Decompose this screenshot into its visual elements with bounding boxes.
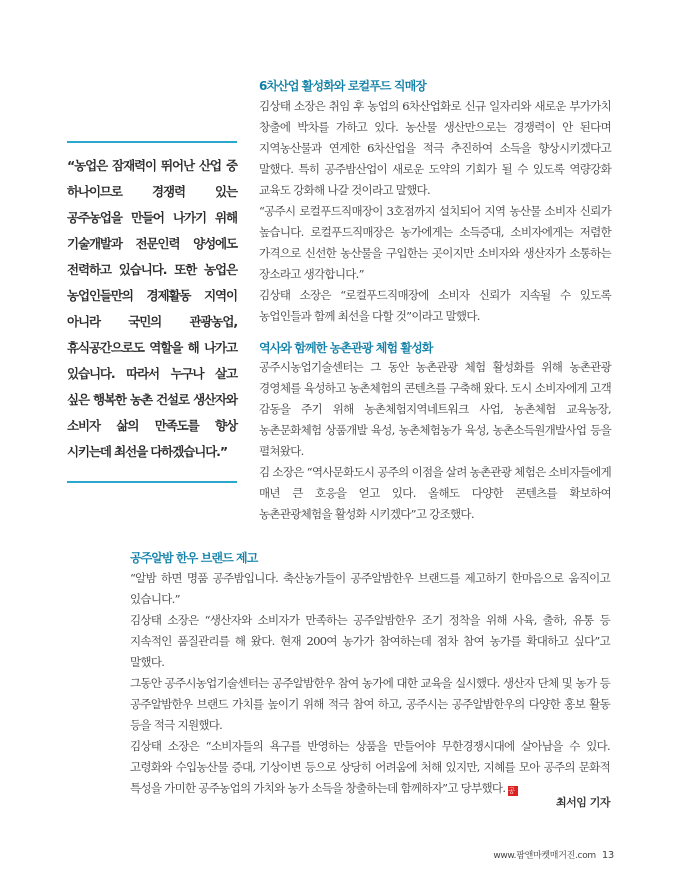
section2-paragraph-1: 공주시농업기술센터는 그 동안 농촌관광 체험 활성화를 위해 농촌관광 경영체를 육성하고 농촌체험의 콘텐츠를 구축해 왔다. 도시 소비자에게 고객 감동을 주기 위해 농촌체험지역네트워크 사업, 농촌체험 교육농장, 농촌문화체험 상품개발 육성, 농촌체험농가 육성, 농촌소득원개발사업 등을 펼쳐왔다. (259, 360, 611, 458)
section1-paragraph-3: 김상태 소장은 “로컬푸드직매장에 소비자 신뢰가 지속될 수 있도록 농업인들과 함께 최선을 다할 것”이라고 말했다. (259, 288, 611, 323)
section1-paragraph-1: 김상태 소장은 취임 후 농업의 6차산업화로 신규 일자리와 새로운 부가가치 창출에 박차를 가하고 있다. 농산물 생산만으로는 경쟁력이 안 된다며 지역농산물과 연계한 6차산업을 적극 추진하여 소득을 향상시키겠다고 말했다. 특히 공주밤산업이 새로운 도약의 기회가 될 수 있도록 역량강화 교육도 강화해 나갈 것이라고 말했다. (259, 99, 611, 197)
page-number: 13 (601, 850, 614, 861)
section3-paragraph-4-text: 김상태 소장은 “소비자들의 욕구를 반영하는 상품을 만들어야 무한경쟁시대에 살아남을 수 있다. 고령화와 수입농산물 증대, 기상이변 등으로 상당히 어려움에 처해 있지만, 지혜를 모아 공주의 문화적 특성을 가미한 공주농업의 가치와 농가 소득을 창출하는데 함께하자”고 당부했다. (130, 739, 610, 795)
byline: 최서임 기자 (556, 796, 610, 809)
section3-paragraph-3: 그동안 공주시농업기술센터는 공주알밤한우 참여 농가에 대한 교육을 실시했다. 생산자 단체 및 농가 등 공주알밤한우 브랜드 가치를 높이기 위해 적극 참여 하고, 공주시는 공주알밤한우의 다양한 홍보 활동 등을 적극 지원했다. (130, 676, 610, 732)
section3-paragraph-1: “알밤 하면 명품 공주밤입니다. 축산농가들이 공주알밤한우 브랜드를 제고하기 한마음으로 움직이고 있습니다.” (130, 571, 610, 606)
section3-paragraph-4 (130, 736, 610, 799)
section3-paragraph-2: 김상태 소장은 “생산자와 소비자가 만족하는 공주알밤한우 조기 정착을 위해 사육, 출하, 유통 등 지속적인 품질관리를 해 왔다. 현재 200여 농가가 참여하는데 점차 참여 농가를 확대하고 싶다”고 말했다. (130, 613, 610, 669)
section-heading-6th-industry: 6차산업 활성화와 로컬푸드 직매장 (259, 79, 426, 93)
pull-quote (67, 141, 237, 483)
section1-paragraph-2: “공주시 로컬푸드직매장이 3호점까지 설치되어 지역 농산물 소비자 신뢰가 높습니다. 로컬푸드직매장은 농가에게는 소득증대, 소비자에게는 저렴한 가격으로 신선한 농산물을 구입한는 곳이지만 소비자와 생산자가 소통하는 장소라고 생각합니다.” (259, 204, 611, 281)
section-heading-rural-tourism: 역사와 함께한 농촌관광 체험 활성화 (259, 341, 433, 355)
footer-url: www.팜앤마켓매거진.com (493, 851, 596, 861)
section-heading-hanwoo-brand: 공주알밤 한우 브랜드 제고 (130, 551, 258, 565)
pull-quote-text: “농업은 잠재력이 뛰어난 산업 중 하나이므로 경쟁력 있는 공주농업을 만들어 나가기 위해 기술개발과 전문인력 양성에도 전력하고 있습니다. 또한 농업은 농업인들만의 경제활동 지역이 아니라 국민의 관광농업, 휴식공간으로도 역할을 해 나가고 있습니다. 따라서 누구나 살고 싶은 행복한 농촌 건설로 생산자와 소비자 삶의 만족도를 향상 시키는데 최선을 다하겠습니다.” (67, 158, 237, 459)
end-mark-icon: 공 (508, 786, 518, 796)
page-footer (493, 848, 614, 861)
section2-paragraph-2: 김 소장은 “역사문화도시 공주의 이점을 살려 농촌관광 체험은 소비자들에게 매년 큰 호응을 얻고 있다. 올해도 다양한 콘텐츠를 확보하여 농촌관광체험을 활성화 시키겠다”고 강조했다. (259, 465, 611, 521)
